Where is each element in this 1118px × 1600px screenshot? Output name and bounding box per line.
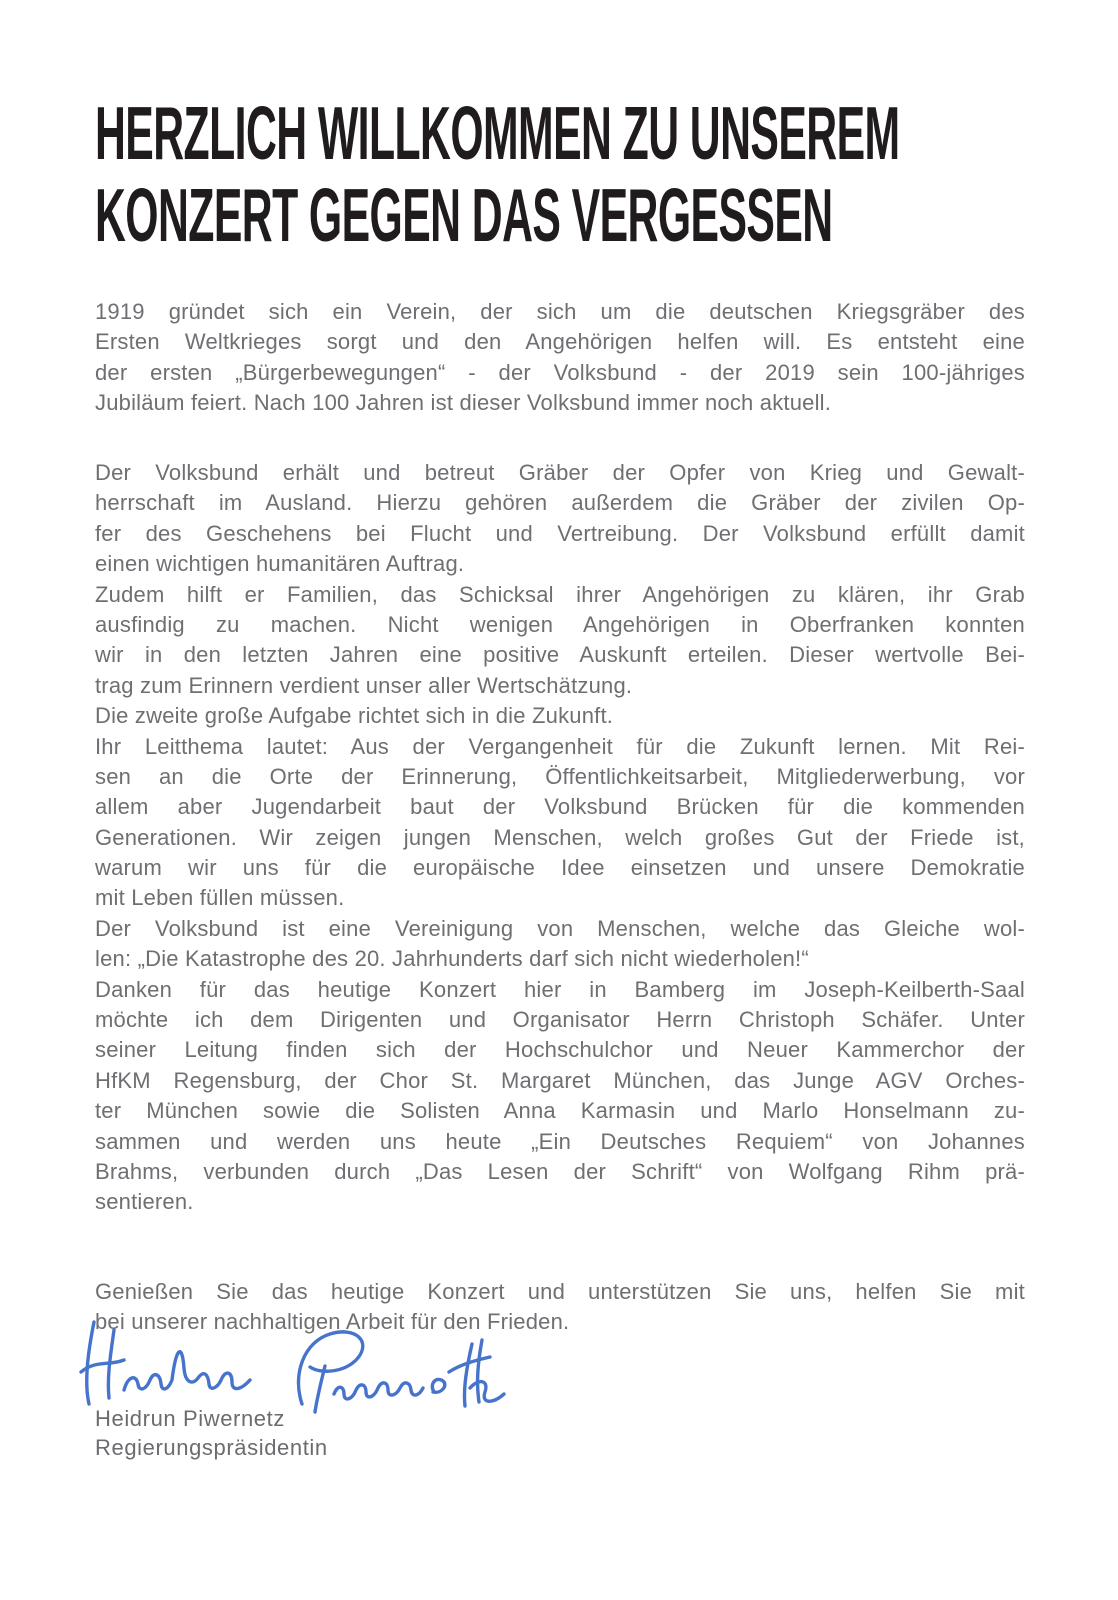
page-title-line-2 xyxy=(95,174,1055,256)
body-line: fer des Geschehens bei Flucht und Vertreibung. Der Volksbund erfüllt damit xyxy=(95,520,1025,546)
body-line: allem aber Jugendarbeit baut der Volksbund Brücken für die kommenden xyxy=(95,794,1025,820)
body-line: der ersten „Bürgerbewegungen“ - der Volksbund - der 2019 sein 100-jähriges xyxy=(95,359,1025,385)
body-line: len: „Die Katastrophe des 20. Jahrhunderts darf sich nicht wiederholen!“ xyxy=(95,946,809,972)
body-line: Ersten Weltkrieges sorgt und den Angehörigen helfen will. Es entsteht eine xyxy=(95,329,1025,355)
page-title-line-1-text: HERZLICH WILLKOMMEN ZU UNSEREM xyxy=(95,91,900,175)
paragraph-intro xyxy=(95,297,1025,419)
body-line: ausfindig zu machen. Nicht wenigen Angehörigen in Oberfranken konnten xyxy=(95,611,1025,637)
body-line: Genießen Sie das heutige Konzert und unterstützen Sie uns, helfen Sie mit xyxy=(95,1279,1025,1304)
page-title-line-1 xyxy=(95,92,1055,174)
body-line: sentieren. xyxy=(95,1189,194,1215)
body-line: Der Volksbund ist eine Vereinigung von Menschen, welche das Gleiche wol- xyxy=(95,915,1025,941)
page-title-line-2-text: KONZERT GEGEN DAS VERGESSEN xyxy=(95,173,833,257)
signatory-role: Regierungspräsidentin xyxy=(95,1435,328,1460)
body-line: sammen und werden uns heute „Ein Deutsches Requiem“ von Johannes xyxy=(95,1128,1025,1154)
signatory-block xyxy=(95,1404,328,1462)
body-line: Zudem hilft er Familien, das Schicksal ihrer Angehörigen zu klären, ihr Grab xyxy=(95,581,1025,607)
body-line: mit Leben füllen müssen. xyxy=(95,885,345,911)
body-line: Brahms, verbunden durch „Das Lesen der Schrift“ von Wolfgang Rihm prä- xyxy=(95,1158,1025,1184)
body-line: Ihr Leitthema lautet: Aus der Vergangenheit für die Zukunft lernen. Mit Rei- xyxy=(95,733,1025,759)
body-line: warum wir uns für die europäische Idee einsetzen und unsere Demokratie xyxy=(95,855,1025,881)
paragraph-main xyxy=(95,458,1025,1218)
body-line: bei unserer nachhaltigen Arbeit für den Frieden. xyxy=(95,1309,570,1335)
body-line: Jubiläum feiert. Nach 100 Jahren ist dieser Volksbund immer noch aktuell. xyxy=(95,390,832,416)
body-line: Der Volksbund erhält und betreut Gräber der Opfer von Krieg und Gewalt- xyxy=(95,460,1025,485)
body-line: einen wichtigen humanitären Auftrag. xyxy=(95,551,465,577)
body-line: 1919 gründet sich ein Verein, der sich um die deutschen Kriegsgräber des xyxy=(95,299,1025,324)
body-line: Generationen. Wir zeigen jungen Menschen, welch großes Gut der Friede ist, xyxy=(95,824,1025,850)
body-line: ter München sowie die Solisten Anna Karmasin und Marlo Honselmann zu- xyxy=(95,1098,1025,1124)
page-title xyxy=(95,92,1055,256)
body-line: herrschaft im Ausland. Hierzu gehören außerdem die Gräber der zivilen Op- xyxy=(95,490,1025,516)
body-line: seiner Leitung finden sich der Hochschulchor und Neuer Kammerchor der xyxy=(95,1037,1025,1063)
body-line: trag zum Erinnern verdient unser aller Wertschätzung. xyxy=(95,672,633,698)
body-line: möchte ich dem Dirigenten und Organisator Herrn Christoph Schäfer. Unter xyxy=(95,1007,1025,1033)
body-line: sen an die Orte der Erinnerung, Öffentlichkeitsarbeit, Mitgliederwerbung, vor xyxy=(95,763,1025,789)
body-line: wir in den letzten Jahren eine positive Auskunft erteilen. Dieser wertvolle Bei- xyxy=(95,642,1025,668)
body-line: HfKM Regensburg, der Chor St. Margaret München, das Junge AGV Orches- xyxy=(95,1067,1025,1093)
body-line: Danken für das heutige Konzert hier in Bamberg im Joseph-Keilberth-Saal xyxy=(95,976,1025,1002)
body-line: Die zweite große Aufgabe richtet sich in die Zukunft. xyxy=(95,703,614,729)
signatory-name: Heidrun Piwernetz xyxy=(95,1406,285,1431)
